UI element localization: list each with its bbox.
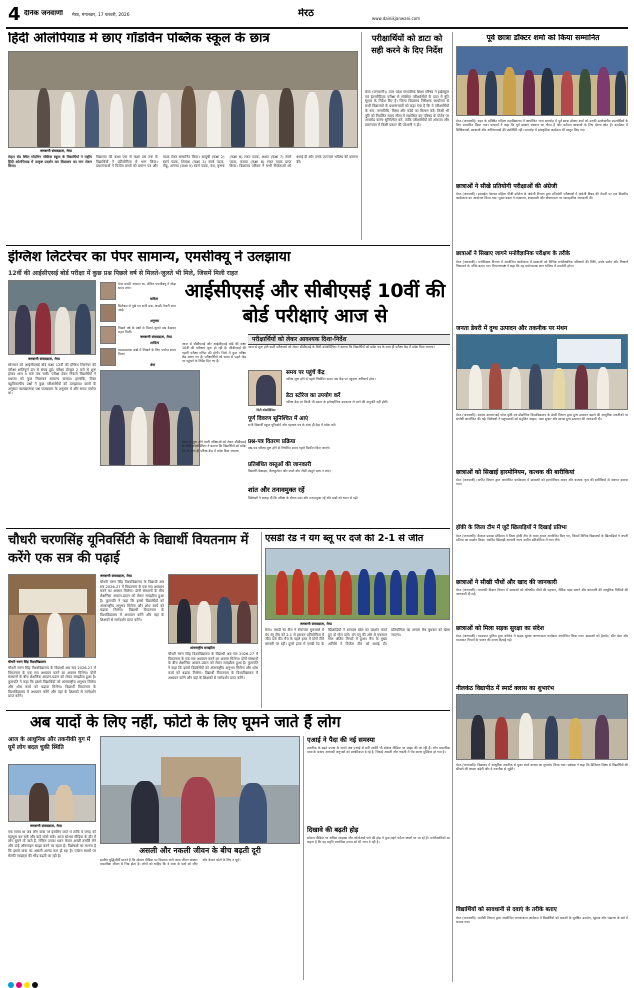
story3-sub6-body: मेरठ (जनवाणी)। वनस्पति विज्ञान विभाग में छात्राओं को औषधीय पौधों की पहचान, जैविक खाद बनाने और बागवानी की आधुनिक विधियों की जानकारी दी गई। <box>456 588 628 597</box>
registration-dot-4 <box>32 982 38 988</box>
paper-name: दैनिक जनवाणी <box>24 10 63 17</box>
story6-body-a: चौधरी चरण सिंह विश्वविद्यालय के विद्यार्थी अब सत्र 2026-27 में वियतनाम के एक सत्र अध्ययन करने का अवसर मिलेगा। दोनों संस्थानों के बीच शैक्षणिक आदान-प्रदान को लेकर समझौता हुआ है। कुलपति ने कहा कि इससे विद्यार्थियों को अंतरराष्ट्रीय अनुभव मिलेगा और शोध कार्य को बढ़ावा मिलेगा। विद्यार्थी वियतनाम के विश्वविद्यालय में अध्ययन करेंगे और वहां के शिक्षकों से मार्गदर्शन प्राप्त करेंगे। <box>8 666 96 699</box>
story6-photo <box>8 574 96 658</box>
tip5-title: प्रतिबंधित वस्तुओं की जानकारी <box>248 462 312 468</box>
tip3-title: पूर्ण विवरण सूनिश्चित में आएं <box>248 416 309 422</box>
story3-sub3-photo <box>456 334 628 410</box>
story8-sub3: असली और नकली जीवन के बीच बढ़ती दूरी <box>139 846 261 855</box>
tip1-title: समय पर पहुंचें केंद्र <box>286 370 325 376</box>
story7-credit: जनवाणी संवाददाता, मेरठ <box>300 622 332 626</box>
registration-dot-2 <box>16 982 22 988</box>
story3-sub8-body: मेरठ (जनवाणी)। विद्यालय में आधुनिक तकनीक से युक्त स्मार्ट क्लास का शुभारंभ किया गया। प्रबंधक ने कहा कि डिजिटल शिक्षा से विद्यार्थियों की सीखने की क्षमता बढ़ेगी और वे तकनीक से जुड़ेंगे। <box>456 763 628 772</box>
story6-body-b: चौधरी चरण सिंह विश्वविद्यालय के विद्यार्थी अब सत्र 2026-27 में वियतनाम के एक सत्र अध्ययन करने का अवसर मिलेगा। दोनों संस्थानों के बीच शैक्षणिक आदान-प्रदान को लेकर समझौता हुआ है। कुलपति ने कहा कि इससे विद्यार्थियों को अंतरराष्ट्रीय अनुभव मिलेगा और शोध कार्य को बढ़ावा मिलेगा। विद्यार्थी वियतनाम के विश्वविद्यालय में अध्ययन करेंगे और वहां के शिक्षकों से मार्गदर्शन प्राप्त करेंगे। <box>100 580 164 622</box>
quote1-author: कविता <box>150 297 159 301</box>
story5-headline-display: आईसीएसई और सीबीएसई 10वीं की बोर्ड परीक्षाएं आज से <box>184 280 446 327</box>
story5-body: आज से सीबीएसई और आईसीएसई बोर्ड की कक्षा 10वीं की परीक्षाएं शुरू हो रही हैं। सीबीएसई की पहली परीक्षा गणित की होगी। जिले में कुल परीक्षा केंद्र बनाए गए हैं। परीक्षार्थियों को समय से पहले केंद्र पर पहुंचने के निर्देश दिए गए हैं। <box>182 342 246 364</box>
quote1: पेपर काफी आसान था, लेकिन एमसीक्यू में थोड़ा समय लगा। <box>118 282 176 291</box>
story4-photo <box>8 280 96 355</box>
story3-sub3-body: मेरठ (जनवाणी)। सरदार वल्लभभाई पटेल कृषि एवं प्रौद्योगिक विश्वविद्यालय के डेयरी विभाग द्वारा दुग्ध उत्पादन बढ़ाने की आधुनिक तकनीकों पर संगोष्ठी आयोजित की गई। विशेषज्ञों ने पशुपालकों को संतुलित आहार, नस्ल सुधार और स्वच्छ दुग्ध उत्पादन की जानकारी दी। <box>456 413 628 422</box>
story3-sub7: छात्राओं को मिला सड़क सुरक्षा का संदेश <box>456 625 544 632</box>
story8-sub1-body: तकनीक के बढ़ते प्रभाव के चलते अब एआई से बनी तस्वीरें भी सोशल मीडिया पर साझा की जा रही हैं। लोग वास्तविक यात्रा के बजाय आभासी अनुभवों को प्राथमिकता दे रहे हैं, जिससे असली और नकली में भेद करना मुश्किल हो गया है। <box>307 746 450 755</box>
story6-credit: जनवाणी संवाददाता, मेरठ <box>100 574 132 578</box>
story4-headline: इंग्लिश लिटरेचर का पेपर सामान्य, एमसीक्यू ने उलझाया <box>8 250 291 265</box>
story3-sub4-body: मेरठ (जनवाणी)। संगीत विभाग द्वारा आयोजित कार्यशाला में छात्राओं को हारमोनियम वादन और कत्थक नृत्य की बारीकियों से अवगत कराया गया। <box>456 478 628 487</box>
story8-headline: अब यादों के लिए नहीं, फोटो के लिए घूमने जाते हैं लोग <box>30 714 341 731</box>
story7-headline: एसडी रेड ने यंग ब्लू पर दर्ज की 2-1 से जीत <box>265 534 424 544</box>
story6-body-c: चौधरी चरण सिंह विश्वविद्यालय के विद्यार्थी अब सत्र 2026-27 में वियतनाम के एक सत्र अध्ययन करने का अवसर मिलेगा। दोनों संस्थानों के बीच शैक्षणिक आदान-प्रदान को लेकर समझौता हुआ है। कुलपति ने कहा कि इससे विद्यार्थियों को अंतरराष्ट्रीय अनुभव मिलेगा और शोध कार्य को बढ़ावा मिलेगा। विद्यार्थी वियतनाम के विश्वविद्यालय में अध्ययन करेंगे और वहां के शिक्षकों से मार्गदर्शन प्राप्त करेंगे। <box>168 652 258 680</box>
story3-body: मेरठ (जनवाणी)। शहर के प्रतिष्ठित महिला महाविद्यालय में आयोजित भव्य समारोह में पूर्व छात्रा डॉक्टर शर्मा को उनकी उल्लेखनीय उपलब्धियों के लिए सम्मानित किया गया। प्राचार्या ने कहा कि पूर्व छात्राएं संस्थान का गौरव हैं और वर्तमान छात्राओं के लिए प्रेरणा स्रोत हैं। कार्यक्रम में शिक्षिकाओं, छात्राओं और अभिभावकों की उपस्थिति रही। समारोह में सांस्कृतिक कार्यक्रम भी प्रस्तुत किए गए। <box>456 119 628 132</box>
city-name: मेरठ <box>298 8 314 19</box>
issue-meta: मेरठ, मंगलवार, 17 फरवरी, 2026 <box>72 13 130 18</box>
story4-subhead: 12वीं की आईसीएसई बोर्ड परीक्षा में कुछ प्रश्न पिछले वर्ष से मिलते-जुलते भी मिले, जिसमें मिली राहत <box>8 270 238 277</box>
tip3-body: सभी विद्यार्थी स्कूल यूनिफॉर्म और पहचान पत्र के साथ ही केंद्र में प्रवेश करें। <box>248 423 337 427</box>
tip4-title: प्रश्न-पत्र वितरण प्रक्रिया <box>248 439 296 445</box>
tip5-body: विद्यार्थी मोबाइल, कैलकुलेटर और स्मार्ट वॉच जैसी वस्तुएं साथ न लाएं। <box>248 469 331 473</box>
quote2-author: अनुष्का <box>150 319 160 323</box>
tip6-title: शांत और तनावमुक्त रहें <box>248 486 305 494</box>
story5-credit: जनवाणी संवाददाता, मेरठ <box>140 335 172 339</box>
story8-side-head: आज के आधुनिक और तकनीकी युग में घूमें लोग बदल चुकी स्थिति <box>8 737 91 751</box>
tip2-body: परीक्षा केंद्र पर किसी भी प्रकार के इलेक्ट्रॉनिक उपकरण ले जाने की अनुमति नहीं होगी। <box>286 400 389 404</box>
masthead <box>6 4 628 26</box>
story3-sub9: विद्यार्थियों को सावधानी से दवाएं के तरीके बताए <box>456 907 557 913</box>
story8-sub3-body: ग्रामीण बुद्धिजीवी मानते हैं कि सोशल मीडिया पर दिखाया जाने वाला जीवन अक्सर वास्तविक जीवन से भिन्न होता है। लोगों को चाहिए कि वे यात्रा के पलों को जीएं और केवल फोटो के लिए न घूमें। <box>100 858 241 867</box>
story3-sub8-photo <box>456 694 628 760</box>
story8-sub2-body: सोशल मीडिया पर अधिक लाइक्स और फॉलोअर्स पाने की होड़ में युवा महंगे पर्यटन स्थलों पर जा रहे हैं। मनोवैज्ञानिकों का कहना है कि यह प्रवृत्ति मानसिक तनाव को भी जन्म दे रही है। <box>307 836 450 845</box>
story3-sub4: छात्राओं को सिखाई हारमोनियम, कत्थक की बारीकियां <box>456 469 575 476</box>
story3-sub5: हॉकी के जिला टीम में जुटें खिलाड़ियों ने दिखाई प्रतिभा <box>456 525 567 531</box>
story1-headline: हिंदी ओलंपियाड में छाए गॉडविन पब्लिक स्कूल के छात्र <box>8 32 270 46</box>
masthead-rule <box>6 27 628 29</box>
page-number: 4 <box>8 4 21 25</box>
story3-headline: पूर्व छात्रा डॉक्टर शर्मा को किया सम्मानित <box>486 34 600 42</box>
story6-photo2 <box>168 574 258 644</box>
story3-photo <box>456 46 628 116</box>
story1-photo <box>8 51 358 148</box>
story6-photo2-caption: अंतरराष्ट्रीय समझौता <box>190 646 215 650</box>
coordinator-photo <box>248 370 282 406</box>
registration-dot-1 <box>8 982 14 988</box>
story3-sub5-body: मेरठ (जनवाणी)। कैलाश प्रकाश स्टेडियम में जिला हॉकी टीम के चयन ट्रायल आयोजित किए गए, जिसमें विभिन्न विद्यालयों के खिलाड़ियों ने अपनी प्रतिभा का प्रदर्शन किया। चयनित खिलाड़ी आगामी राज्य स्तरीय प्रतियोगिता में भाग लेंगे। <box>456 534 628 543</box>
story3-sub7-body: मेरठ (जनवाणी)। यातायात पुलिस द्वारा कॉलेज में सड़क सुरक्षा जागरूकता कार्यक्रम आयोजित किया गया। छात्राओं को हेलमेट, सीट बेल्ट और यातायात नियमों के पालन की शपथ दिलाई गई। <box>456 634 628 643</box>
story8-body: एक समय था जब लोग यात्रा पर इसलिए जाते थे ताकि वे जगह को महसूस कर सकें और यादें संजो सकें। आज सोशल मीडिया के दौर में लोग घूमने तो जाते हैं, लेकिन उनका ध्यान केवल अच्छी तस्वीरें लेने और उन्हें ऑनलाइन साझा करने पर रहता है। विशेषज्ञों का मानना है कि इससे यात्रा का असली आनंद कम हो रहा है। पर्यटन स्थलों पर सेल्फी प्वाइंट्स की भीड़ बढ़ती जा रही है। <box>8 830 96 858</box>
story8-photo <box>8 764 96 822</box>
story3-sub9-body: मेरठ (जनवाणी)। फार्मेसी विभाग द्वारा आयोजित जागरूकता कार्यक्रम में विद्यार्थियों को दवाओं के सुरक्षित उपयोग, खुराक और भंडारण के बारे में बताया गया। <box>456 916 628 925</box>
story5-box-body: आज से शुरू होने वाली परीक्षाओं को लेकर सीबीएसई के सिटी कोऑर्डिनेटर ने बताया कि विद्यार्थियों को प्रवेश पत्र के साथ ही परीक्षा केंद्र में प्रवेश दिया जाएगा। <box>248 345 435 349</box>
story2-headline: परीक्षार्थियों को डाटा को सही करने के दिए निर्देश <box>371 33 443 55</box>
story6-headline: चौधरी चरणसिंह यूनिवर्सिटी के विद्यार्थी वियतनाम में करेंगे एक सत्र की पढ़ाई <box>8 533 249 566</box>
story7-body: मेरठ। एसडी रेड टीम ने रोमांचक मुकाबले में यंग ब्लू टीम को 2-1 से हराकर प्रतियोगिता में जीत दर्ज की। मैच के पहले हाफ में दोनों टीमें बराबरी पर रहीं। दूसरे हाफ में एसडी रेड के खिलाड़ियों ने शानदार खेल का प्रदर्शन करते हुए दो गोल दागे। यंग ब्लू की ओर से एकमात्र गोल अंतिम मिनटों में हुआ। मैच के मुख्य अतिथि ने विजेता टीम को बधाई दी। प्रतियोगिता का अगला मैच बुधवार को खेला जाएगा। <box>265 628 450 647</box>
story6-caption: चौधरी चरण सिंह विश्वविद्यालय <box>8 660 47 664</box>
student-photo-4 <box>100 348 116 366</box>
story1-photo-credit: जनवाणी संवाददाता, मेरठ <box>40 149 72 153</box>
story5-box-title: परीक्षार्थियों को लेकर आवश्यक दिशा-निर्देश <box>248 334 450 345</box>
story2-body: मेरठ (जनवाणी)। उत्तर प्रदेश माध्यमिक शिक्षा परिषद ने हाईस्कूल एवं इंटरमीडिएट परीक्षा से संबंधित परीक्षार्थियों के डाटा में त्रुटि सुधार के निर्देश दिए हैं। जिला विद्यालय निरीक्षक कार्यालय से सभी विद्यालयों के प्रधानाचार्यों को कहा गया है कि वे परीक्षार्थियों के नाम, जन्मतिथि, विषय और फोटो का मिलान करें। किसी भी त्रुटि को निर्धारित समय सीमा में संशोधित कर परिषद के पोर्टल पर अपलोड करना सुनिश्चित करें, ताकि परीक्षार्थियों को अंकपत्र और प्रमाणपत्र में किसी प्रकार की परेशानी न हो। <box>365 90 449 127</box>
website: www.dainikjanwani.com <box>372 16 421 21</box>
story3-sub2: छात्राओं ने सिखाए जागने मनोवैज्ञानिक परीक्षण के तरीके <box>456 251 570 257</box>
quote4-author: श्रेया <box>150 363 156 367</box>
story4-credit: जनवाणी संवाददाता, मेरठ <box>28 357 60 361</box>
student-photo-3 <box>100 326 116 344</box>
story3-sub6: छात्राओं ने सीखी पौधों और खाद की जानकारी <box>456 579 557 586</box>
coordinator-label: सिटी कोऑर्डिनेटर <box>256 408 276 412</box>
story8-main-photo <box>100 736 300 844</box>
quote4: व्याख्यात्मक प्रश्नों में लिखने के लिए पर्याप्त समय मिला। <box>118 348 176 357</box>
story3-sub8: नीलकंठ विद्यापीठ में स्मार्ट क्लास का शुभारंभ <box>456 685 554 692</box>
tip2-title: डेटा स्टोरेज का उपयोग करें <box>286 393 341 399</box>
story5-col2: आज से शुरू होने वाली परीक्षाओं को लेकर सीबीएसई के सिटी कोऑर्डिनेटर ने बताया कि विद्यार्थियों को प्रवेश पत्र के साथ ही परीक्षा केंद्र में प्रवेश दिया जाएगा। <box>182 440 246 453</box>
registration-dot-3 <box>24 982 30 988</box>
student-photo-1 <box>100 282 116 300</box>
quote3-author: आदित्य <box>150 341 160 345</box>
tip1-body: परीक्षा शुरू होने से पहले निर्धारित समय तक केंद्र पर पहुंचना अनिवार्य होगा। <box>286 377 376 381</box>
story3-sub2-body: मेरठ (जनवाणी)। मनोविज्ञान विभाग में आयोजित कार्यशाला में छात्राओं को विभिन्न मनोवैज्ञानिक परीक्षणों की विधि, उनके प्रयोग और निष्कर्ष निकालने के तरीके बताए गए। विभागाध्यक्ष ने कहा कि यह प्रयोगात्मक ज्ञान भविष्य में उपयोगी होगा। <box>456 260 628 269</box>
story1-body: विद्यालय की कक्षा एक से कक्षा दस तक के विद्यार्थियों ने प्रतियोगिता में भाग लिया। प्रधानाचार्या ने विजेता छात्रों को प्रमाण पत्र और पदक देकर सम्मानित किया। आयुषी (कक्षा 2) स्वर्ण पदक, शिवांश (कक्षा 3) स्वर्ण पदक, पीहू, अनन्या (कक्षा 5) स्वर्ण पदक, वंश, कृष्णा (कक्षा 6) रजत पदक, अक्षत (कक्षा 7) स्वर्ण पदक, काव्या (कक्षा 8) रजत पदक प्राप्त किया। विद्यालय परिवार ने सभी विजेताओं को बधाई दी और उनके उज्ज्वल भविष्य की कामना की। <box>96 155 358 169</box>
story3-sub3: जनता डेयरी में दुग्ध उत्पादन और तकनीक पर मंथन <box>456 325 568 332</box>
story1-caption: रोहटा रोड स्थित गॉडविन पब्लिक स्कूल के विद्यार्थियों ने राष्ट्रीय हिंदी ओलंपियाड में उत्कृष्ट प्रदर्शन कर विद्यालय का नाम रोशन किया। <box>8 155 92 169</box>
story7-photo <box>265 548 450 620</box>
tip4-body: प्रश्न-पत्र परीक्षा शुरू होने से निर्धारित समय पहले वितरित किए जाएंगे। <box>248 446 331 450</box>
student-photo-2 <box>100 304 116 322</box>
story4-body: सोमवार को आईसीएसई बोर्ड कक्षा 12वीं की इंग्लिश लिटरेचर की परीक्षा शांतिपूर्ण ढंग से संपन्न हुई। परीक्षा दोपहर 2 बजे से शुरू होकर शाम 5 बजे तक चली। परीक्षा देकर निकले विद्यार्थियों ने प्रश्नपत्र को कुल मिलाकर सामान्य बताया। हालांकि, रिक्त बहुविकल्पीय प्रश्नों ने कुछ परीक्षार्थियों को उलझाया। छात्रों के अनुसार व्याख्यात्मक प्रश्न पाठ्यक्रम के अनुसार थे और समय पर्याप्त था। <box>8 363 96 396</box>
tip6-body: विशेषज्ञों ने सलाह दी कि परीक्षा के दौरान शांत और तनावमुक्त रहें और प्रश्नों को ध्यान से पढ़ें। <box>248 496 358 500</box>
story8-credit: जनवाणी संवाददाता, मेरठ <box>30 824 62 828</box>
story8-sub1: एआई ने पैदा की नई समस्या <box>307 736 375 744</box>
quote3: पिछले वर्ष के प्रश्नों से मिलते-जुलते प्रश्न देखकर राहत मिली। <box>118 326 176 335</box>
quote2: सिलेबस से पूछे गए सभी प्रश्न, अच्छी तैयारी काम आई। <box>118 304 176 313</box>
story3-sub1: छात्राओं ने सीखे प्रतियोगी परीक्षाओं की अंग्रेजी <box>456 183 558 190</box>
story3-sub1-body: मेरठ (जनवाणी)। इस्माईल नेशनल महिला पीजी कॉलेज के अंग्रेजी विभाग द्वारा प्रतियोगी परीक्षाओं में अंग्रेजी विषय की तैयारी पर एक दिवसीय कार्यशाला का आयोजन किया गया। मुख्य वक्ता ने व्याकरण, शब्दावली और बोधगम्यता पर व्यावहारिक जानकारी दी। <box>456 192 628 201</box>
story8-sub2: दिखावे की बढ़ती होड़ <box>307 826 359 834</box>
